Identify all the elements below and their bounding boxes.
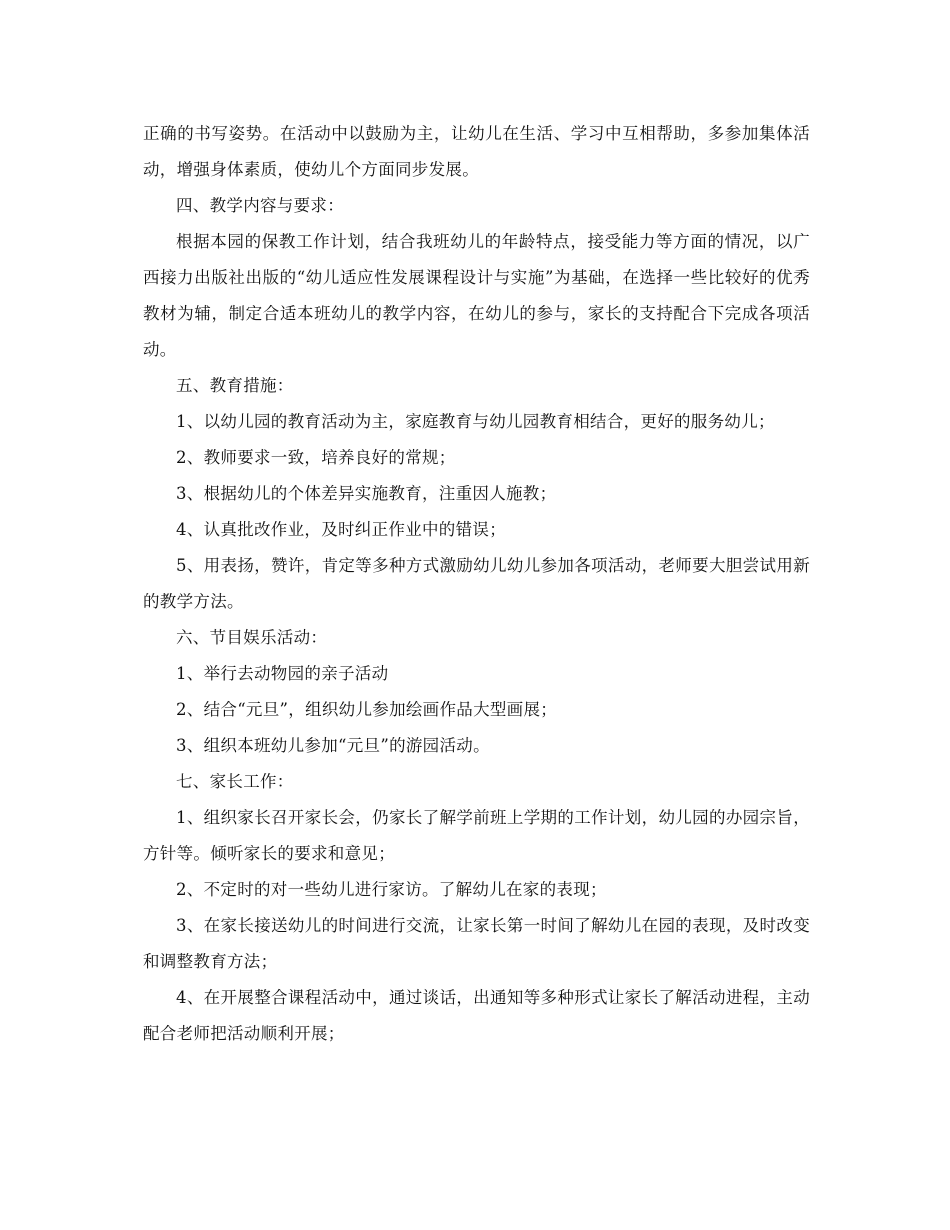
document-body	[143, 116, 810, 1052]
list-item-activity-1: 1、举行去动物园的亲子活动	[176, 664, 389, 683]
section-heading-teaching-content: 四、教学内容与要求：	[176, 196, 344, 215]
section-heading-education-measures: 五、教育措施：	[176, 376, 294, 395]
list-item-measure-3: 3、根据幼儿的个体差异实施教育，注重因人施教；	[176, 484, 557, 503]
paragraph-teaching-basis: 根据本园的保教工作计划，结合我班幼儿的年龄特点，接受能力等方面的情况，以广西接力出版社出版的“幼儿适应性发展课程设计与实施”为基础，在选择一些比较好的优秀教材为辅，制定合适本班幼儿的教学内容，在幼儿的参与，家长的支持配合下完成各项活动。	[143, 232, 810, 359]
list-item-parent-4: 4、在开展整合课程活动中，通过谈话，出通知等多种形式让家长了解活动进程，主动配合老师把活动顺利开展；	[143, 988, 810, 1043]
list-item-parent-3: 3、在家长接送幼儿的时间进行交流，让家长第一时间了解幼儿在园的表现，及时改变和调整教育方法；	[143, 916, 810, 971]
list-item-measure-2: 2、教师要求一致，培养良好的常规；	[176, 448, 456, 467]
list-item-parent-2: 2、不定时的对一些幼儿进行家访。了解幼儿在家的表现；	[176, 880, 607, 899]
list-item-parent-1: 1、组织家长召开家长会，仍家长了解学前班上学期的工作计划，幼儿园的办园宗旨，方针等。倾听家长的要求和意见；	[143, 808, 810, 863]
list-item-activity-3: 3、组织本班幼儿参加“元旦”的游园活动。	[176, 736, 490, 755]
section-heading-entertainment: 六、节目娱乐活动：	[176, 628, 328, 647]
list-item-measure-1: 1、以幼儿园的教育活动为主，家庭教育与幼儿园教育相结合，更好的服务幼儿；	[176, 412, 775, 431]
list-item-activity-2: 2、结合“元旦”，组织幼儿参加绘画作品大型画展；	[176, 700, 558, 719]
list-item-measure-5: 5、用表扬，赞许，肯定等多种方式激励幼儿幼儿参加各项活动，老师要大胆尝试用新的教学方法。	[143, 556, 810, 611]
paragraph-continuation: 正确的书写姿势。在活动中以鼓励为主，让幼儿在生活、学习中互相帮助，多参加集体活动，增强身体素质，使幼儿个方面同步发展。	[143, 124, 810, 179]
section-heading-parent-work: 七、家长工作：	[176, 772, 294, 791]
list-item-measure-4: 4、认真批改作业，及时纠正作业中的错误；	[176, 520, 506, 539]
